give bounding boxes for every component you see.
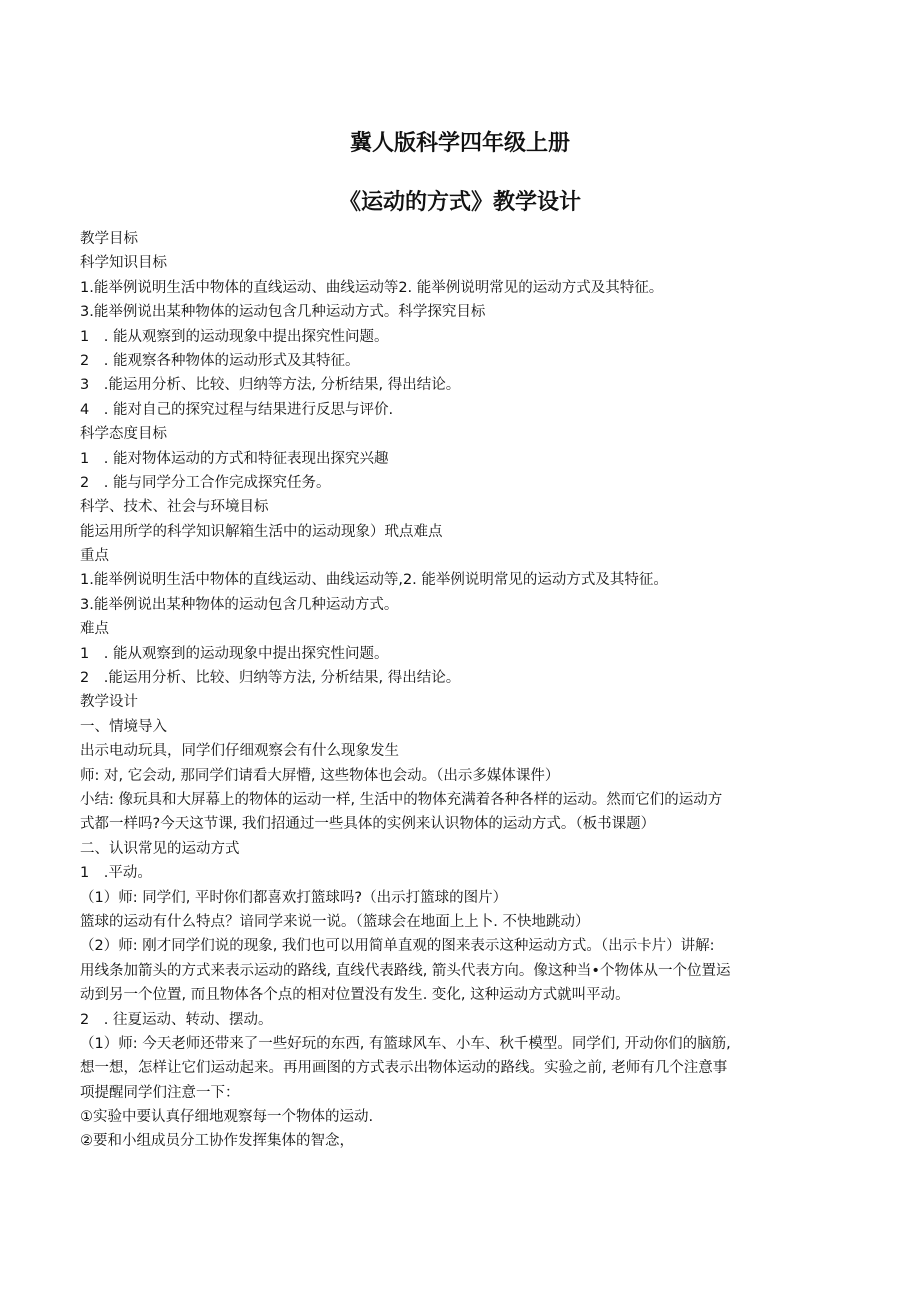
paragraph-line: 用线条加箭头的方式来表示运动的路线, 直线代表路线, 箭头代表方向。像这种当•个物体从一个位置运 <box>80 962 731 979</box>
paragraph-line: 1.能举例说明生活中物体的直线运动、曲线运动等,2. 能举例说明常见的运动方式及其特征。 <box>80 572 668 589</box>
list-item: 1 .平动。 <box>80 865 152 882</box>
paragraph-line: 项提醒同学们注意一下： <box>80 1084 240 1101</box>
list-item: ①实验中要认真仔细地观察每一个物体的运动. <box>80 1109 374 1126</box>
document-title: 冀人版科学四年级上册 <box>349 131 570 156</box>
section-heading: 教学设计 <box>80 694 138 711</box>
paragraph-line: 想一想，怎样让它们运动起来。再用画图的方式表示出物体运动的路线。实验之前, 老师有几个注意事 <box>80 1060 728 1077</box>
list-item: 1 . 能对物体运动的方式和特征表现出探究兴趣 <box>80 450 389 467</box>
section-heading: 教学目标 <box>80 231 138 247</box>
paragraph-line: 篮球的运动有什么特点？谙同学来说一说。（篮球会在地面上上卜. 不快地跳动） <box>80 913 590 930</box>
paragraph-line: 出示电动玩具，同学们仔细观察会有什么现象发生 <box>80 743 399 760</box>
paragraph-line: （2）师: 刚才同学们说的现象, 我们也可以用简单直观的图来表示这种运动方式。（出示卡片）讲解: <box>80 938 715 955</box>
list-item: 2 . 能观察各种物体的运动形式及其特征。 <box>80 352 360 369</box>
subsection-heading: 科学态度目标 <box>80 426 167 443</box>
paragraph-line: （1）师: 同学们, 平时你们都喜欢打篮球吗?（出示打篮球的图片） <box>80 889 508 906</box>
subsection-heading: 一、情境导入 <box>80 718 167 735</box>
document-body <box>80 227 850 1154</box>
subsection-heading: 二、认识常见的运动方式 <box>80 840 240 857</box>
paragraph-line: 3.能举例说出某种物体的运动包含几种运动方式。 <box>80 596 399 613</box>
document-subtitle: 《运动的方式》教学设计 <box>338 190 581 215</box>
list-item: 2 .能运用分析、比较、归纳等方法, 分析结果, 得出结论。 <box>80 670 461 687</box>
subsection-heading: 科学知识目标 <box>80 255 167 272</box>
paragraph-line: 能运用所学的科学知识解箱生活中的运动现象）玳点难点 <box>80 523 443 540</box>
list-item: 2 . 能与同学分工合作完成探究任务。 <box>80 474 331 491</box>
paragraph-line: 1.能举例说明生活中物体的直线运动、曲线运动等2. 能举例说明常见的运动方式及其特征。 <box>80 279 664 296</box>
subsection-heading: 重点 <box>80 548 109 565</box>
paragraph-line: 师: 对, 它会动, 那同学们请看大屏懵, 这些物体也会动。（出示多媒体课件） <box>80 767 560 784</box>
paragraph-line: 式都一样吗?今天这节课, 我们招通过一些具体的实例来认识物体的运动方式。（板书课题） <box>80 816 656 833</box>
list-item: 1 . 能从观察到的运动现象中提出探究性问题。 <box>80 328 389 345</box>
paragraph-line: （1）师: 今天老师还带来了一些好玩的东西, 有篮球风车、小车、秋千模型。同学们, 开动你们的脑筋, <box>80 1035 731 1052</box>
list-item: 4 . 能对自己的探究过程与结果进行反思与评价. <box>80 401 394 418</box>
subsection-heading: 科学、技术、社会与环境目标 <box>80 499 269 516</box>
list-item: 1 . 能从观察到的运动现象中提出探究性问题。 <box>80 645 389 662</box>
list-item: 3 .能运用分析、比较、归纳等方法, 分析结果, 得出结论。 <box>80 377 461 394</box>
paragraph-line: 小结: 像玩具和大屏幕上的物体的运动一样, 生活中的物体充满着各种各样的运动。然而它们的运动方 <box>80 791 723 808</box>
subsection-heading: 难点 <box>80 621 109 638</box>
list-item: 2 . 往夏运动、转动、摆动。 <box>80 1011 273 1028</box>
paragraph-line: 动到另一个位置, 而且物体各个点的相对位置没有发生. 变化, 这种运动方式就叫平动。 <box>80 987 630 1004</box>
paragraph-line: 3.能举例说出某种物体的运动包含几种运动方式。科学探究目标 <box>80 304 486 321</box>
list-item: ②要和小组成员分工协作发挥集体的智念， <box>80 1133 354 1150</box>
